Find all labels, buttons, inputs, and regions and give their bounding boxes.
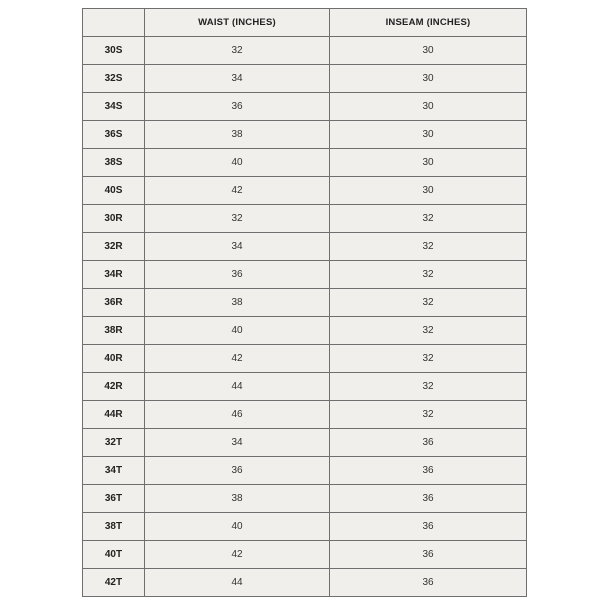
waist-value: 44 <box>145 569 330 597</box>
size-label: 36T <box>83 485 145 513</box>
inseam-value: 32 <box>330 205 527 233</box>
waist-value: 46 <box>145 401 330 429</box>
size-label: 40T <box>83 541 145 569</box>
waist-value: 36 <box>145 457 330 485</box>
size-label: 32R <box>83 233 145 261</box>
inseam-value: 36 <box>330 569 527 597</box>
size-chart-table <box>82 8 527 597</box>
table-row <box>83 93 527 121</box>
waist-value: 38 <box>145 485 330 513</box>
waist-value: 32 <box>145 37 330 65</box>
size-label: 40S <box>83 177 145 205</box>
table-row <box>83 513 527 541</box>
inseam-value: 30 <box>330 149 527 177</box>
waist-value: 40 <box>145 317 330 345</box>
size-label: 36R <box>83 289 145 317</box>
inseam-value: 32 <box>330 373 527 401</box>
size-label: 44R <box>83 401 145 429</box>
table-row <box>83 261 527 289</box>
inseam-value: 36 <box>330 457 527 485</box>
table-row <box>83 205 527 233</box>
size-label: 32T <box>83 429 145 457</box>
table-row <box>83 177 527 205</box>
waist-value: 34 <box>145 65 330 93</box>
table-row <box>83 541 527 569</box>
size-label: 34T <box>83 457 145 485</box>
table-row <box>83 149 527 177</box>
waist-value: 32 <box>145 205 330 233</box>
size-label: 32S <box>83 65 145 93</box>
waist-value: 44 <box>145 373 330 401</box>
size-label: 34S <box>83 93 145 121</box>
inseam-value: 32 <box>330 261 527 289</box>
inseam-value: 36 <box>330 429 527 457</box>
table-row <box>83 457 527 485</box>
inseam-value: 36 <box>330 541 527 569</box>
table-row <box>83 317 527 345</box>
waist-value: 34 <box>145 429 330 457</box>
header-inseam: INSEAM (INCHES) <box>330 9 527 37</box>
size-label: 36S <box>83 121 145 149</box>
inseam-value: 32 <box>330 233 527 261</box>
inseam-value: 30 <box>330 177 527 205</box>
inseam-value: 32 <box>330 289 527 317</box>
inseam-value: 30 <box>330 65 527 93</box>
waist-value: 40 <box>145 513 330 541</box>
waist-value: 38 <box>145 121 330 149</box>
inseam-value: 32 <box>330 401 527 429</box>
size-label: 38T <box>83 513 145 541</box>
size-label: 30S <box>83 37 145 65</box>
size-label: 34R <box>83 261 145 289</box>
waist-value: 40 <box>145 149 330 177</box>
waist-value: 42 <box>145 177 330 205</box>
table-row <box>83 373 527 401</box>
waist-value: 34 <box>145 233 330 261</box>
header-waist: WAIST (INCHES) <box>145 9 330 37</box>
inseam-value: 30 <box>330 93 527 121</box>
table-body <box>83 37 527 597</box>
table-row <box>83 289 527 317</box>
table-row <box>83 345 527 373</box>
inseam-value: 36 <box>330 513 527 541</box>
table-row <box>83 233 527 261</box>
waist-value: 42 <box>145 541 330 569</box>
size-label: 42R <box>83 373 145 401</box>
table-row <box>83 569 527 597</box>
size-label: 38S <box>83 149 145 177</box>
waist-value: 36 <box>145 261 330 289</box>
inseam-value: 30 <box>330 37 527 65</box>
size-label: 42T <box>83 569 145 597</box>
inseam-value: 30 <box>330 121 527 149</box>
inseam-value: 36 <box>330 485 527 513</box>
inseam-value: 32 <box>330 317 527 345</box>
table-row <box>83 429 527 457</box>
waist-value: 36 <box>145 93 330 121</box>
size-label: 38R <box>83 317 145 345</box>
header-row <box>83 9 527 37</box>
table-row <box>83 485 527 513</box>
table-row <box>83 65 527 93</box>
waist-value: 42 <box>145 345 330 373</box>
table-row <box>83 401 527 429</box>
inseam-value: 32 <box>330 345 527 373</box>
waist-value: 38 <box>145 289 330 317</box>
size-label: 30R <box>83 205 145 233</box>
size-label: 40R <box>83 345 145 373</box>
header-size <box>83 9 145 37</box>
table-row <box>83 37 527 65</box>
table-row <box>83 121 527 149</box>
